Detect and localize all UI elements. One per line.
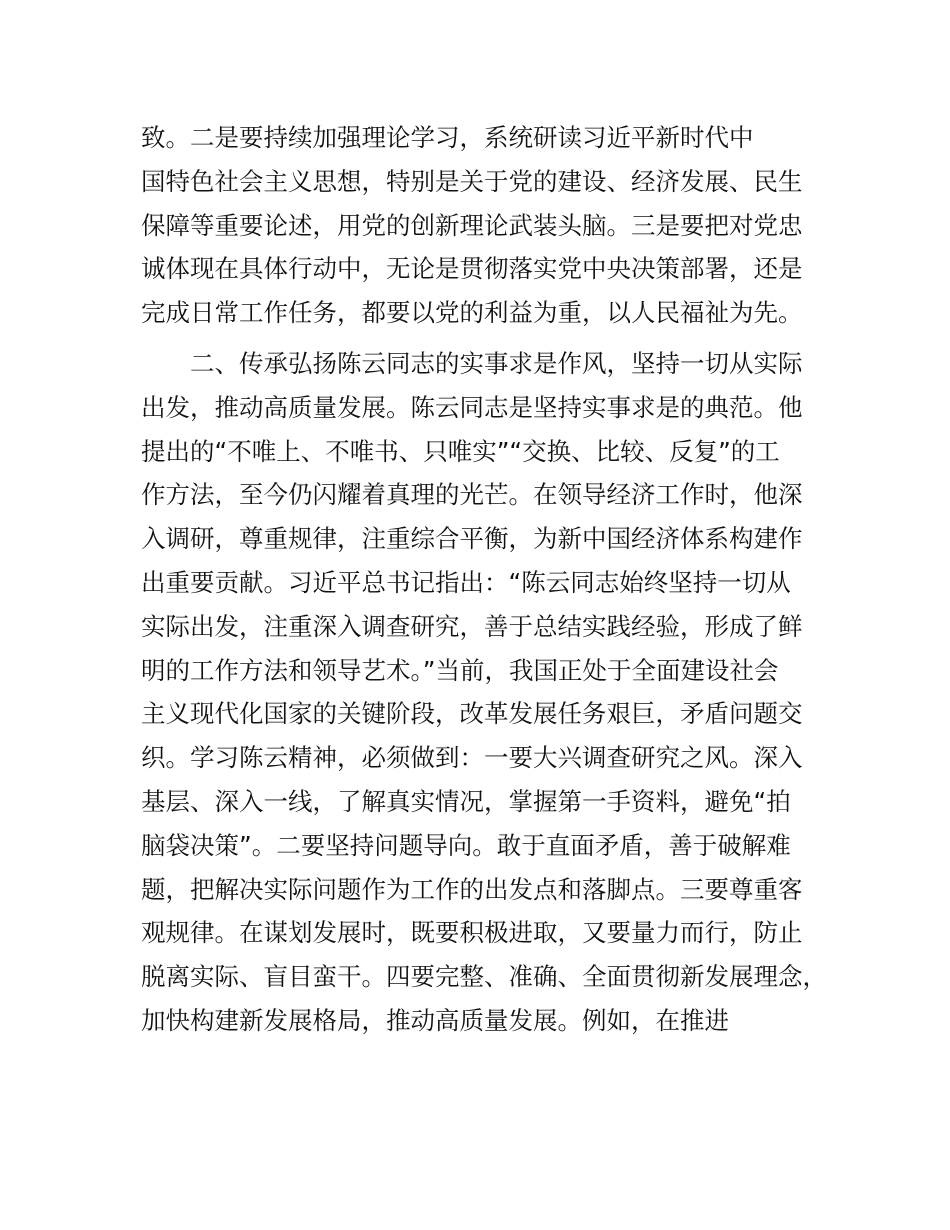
text-line: 明的工作方法和领导艺术。”当前，我国正处于全面建设社会 — [141, 655, 779, 685]
text-line: 实际出发，注重深入调查研究，善于总结实践经验，形成了鲜 — [141, 611, 803, 641]
text-line: 保障等重要论述，用党的创新理论武装头脑。三是要把对党忠 — [141, 210, 803, 240]
text-line: 织。学习陈云精神，必须做到：一要大兴调查研究之风。深入 — [141, 743, 803, 773]
text-line: 完成日常工作任务，都要以党的利益为重，以人民福祉为先。 — [141, 298, 803, 328]
text-line: 出重要贡献。习近平总书记指出：“陈云同志始终坚持一切从 — [141, 567, 791, 597]
text-line: 出发，推动高质量发展。陈云同志是坚持实事求是的典范。他 — [141, 392, 803, 422]
text-line: 提出的“不唯上、不唯书、只唯实”“交换、比较、反复”的工 — [141, 436, 780, 466]
text-line: 基层、深入一线，了解真实情况，掌握第一手资料，避免“拍 — [141, 786, 791, 816]
text-line: 致。二是要持续加强理论学习，系统研读习近平新时代中 — [141, 123, 754, 152]
text-line: 题，把解决实际问题作为工作的出发点和落脚点。三要尊重客 — [141, 874, 803, 904]
text-line: 加快构建新发展格局，推动高质量发展。例如，在推进 — [141, 1005, 729, 1035]
section-heading-line: 二、传承弘扬陈云同志的实事求是作风，坚持一切从实际 — [190, 349, 803, 378]
text-line: 主义现代化国家的关键阶段，改革发展任务艰巨，矛盾问题交 — [141, 699, 803, 729]
text-line: 观规律。在谋划发展时，既要积极进取，又要量力而行，防止 — [141, 918, 803, 948]
text-line: 脱离实际、盲目蛮干。四要完整、准确、全面贯彻新发展理念， — [141, 962, 827, 992]
text-line: 国特色社会主义思想，特别是关于党的建设、经济发展、民生 — [141, 166, 803, 196]
text-line: 诚体现在具体行动中，无论是贯彻落实党中央决策部署，还是 — [141, 254, 803, 284]
paragraph-continuation — [141, 116, 841, 335]
text-line: 作方法，至今仍闪耀着真理的光芒。在领导经济工作时，他深 — [141, 480, 803, 510]
text-line: 入调研，尊重规律，注重综合平衡，为新中国经济体系构建作 — [141, 524, 803, 554]
text-line: 脑袋决策”。二要坚持问题导向。敢于直面矛盾，善于破解难 — [141, 830, 791, 860]
paragraph-section-two — [141, 342, 841, 1043]
